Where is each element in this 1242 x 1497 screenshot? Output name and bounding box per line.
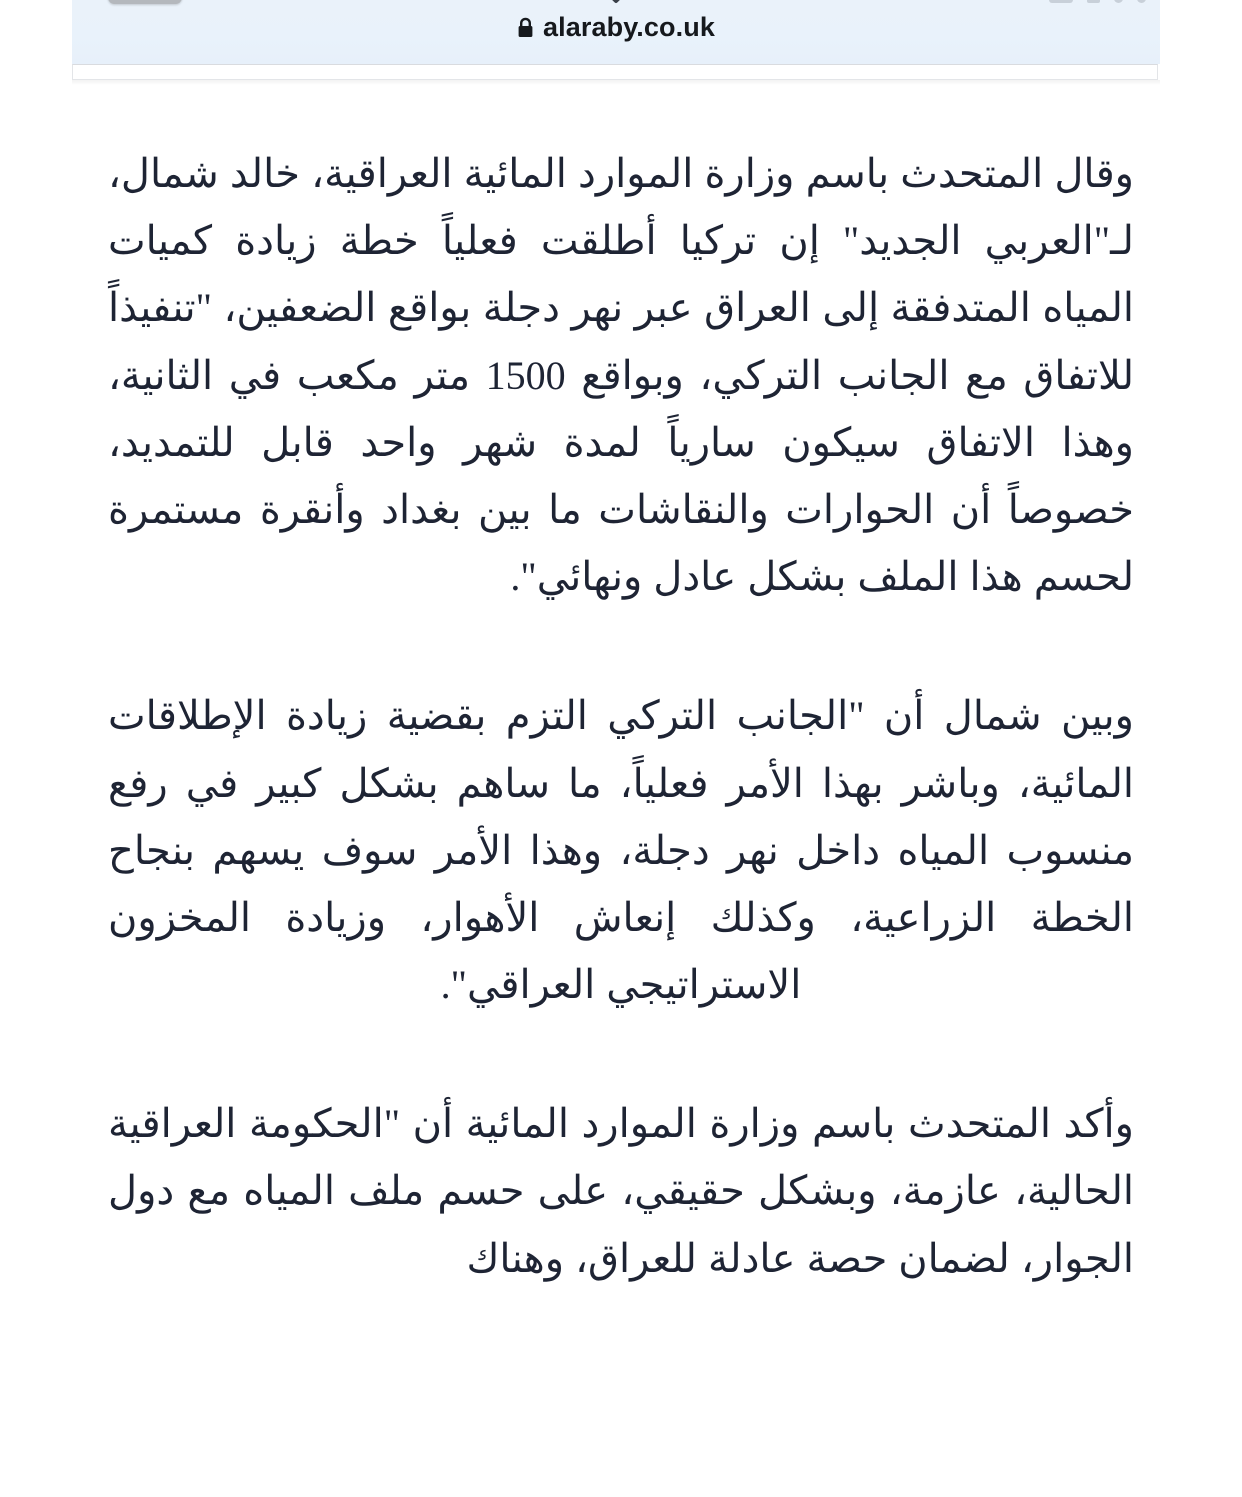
article-paragraph: وقال المتحدث باسم وزارة الموارد المائية العراقية، خالد شمال، لـ"العربي الجديد" إن تركيا أطلقت فعلياً خطة زيادة كميات المياه المتدفقة إلى العراق عبر نهر دجلة بواقع الضعفين، "تنفيذاً للاتفاق مع الجانب التركي، وبواقع 1500 متر مكعب في الثانية، وهذا الاتفاق سيكون سارياً لمدة شهر واحد قابل للتمديد، خصوصاً أن الحوارات والنقاشات ما بين بغداد وأنقرة مستمرة لحسم هذا الملف بشكل عادل ونهائي". (108, 151, 1135, 600)
bookmark-icon[interactable] (1114, 0, 1123, 3)
tab-handle[interactable] (108, 0, 182, 4)
share-icon[interactable] (1137, 0, 1146, 3)
more-menu-icon[interactable] (1049, 0, 1073, 3)
lock-icon (517, 17, 534, 38)
article-paragraph: وبين شمال أن "الجانب التركي التزم بقضية زيادة الإطلاقات المائية، وباشر بهذا الأمر فعلياً، ما ساهم بشكل كبير في رفع منسوب المياه داخل نهر دجلة، وهذا الأمر سوف يسهم بنجاح الخطة الزراعية، وكذلك إنعاش الأهوار، وزيادة المخزون الاستراتيجي العراقي". (108, 693, 1134, 1008)
browser-toolbar-icons (1049, 0, 1146, 3)
address-bar[interactable] (72, 14, 1160, 41)
article-body (108, 140, 1134, 1292)
url-text: alaraby.co.uk (543, 12, 715, 42)
article-paragraph: وأكد المتحدث باسم وزارة الموارد المائية أن "الحكومة العراقية الحالية، عازمة، وبشكل حقيقي، على حسم ملف المياه مع دول الجوار، لضمان حصة عادلة للعراق، وهناك (108, 1101, 1134, 1281)
chevron-down-icon[interactable] (603, 0, 629, 7)
browser-chrome-bar (72, 0, 1160, 64)
tabs-icon[interactable] (1087, 0, 1100, 3)
page-top-groove (72, 64, 1158, 80)
page-top-shadow (72, 80, 1160, 85)
